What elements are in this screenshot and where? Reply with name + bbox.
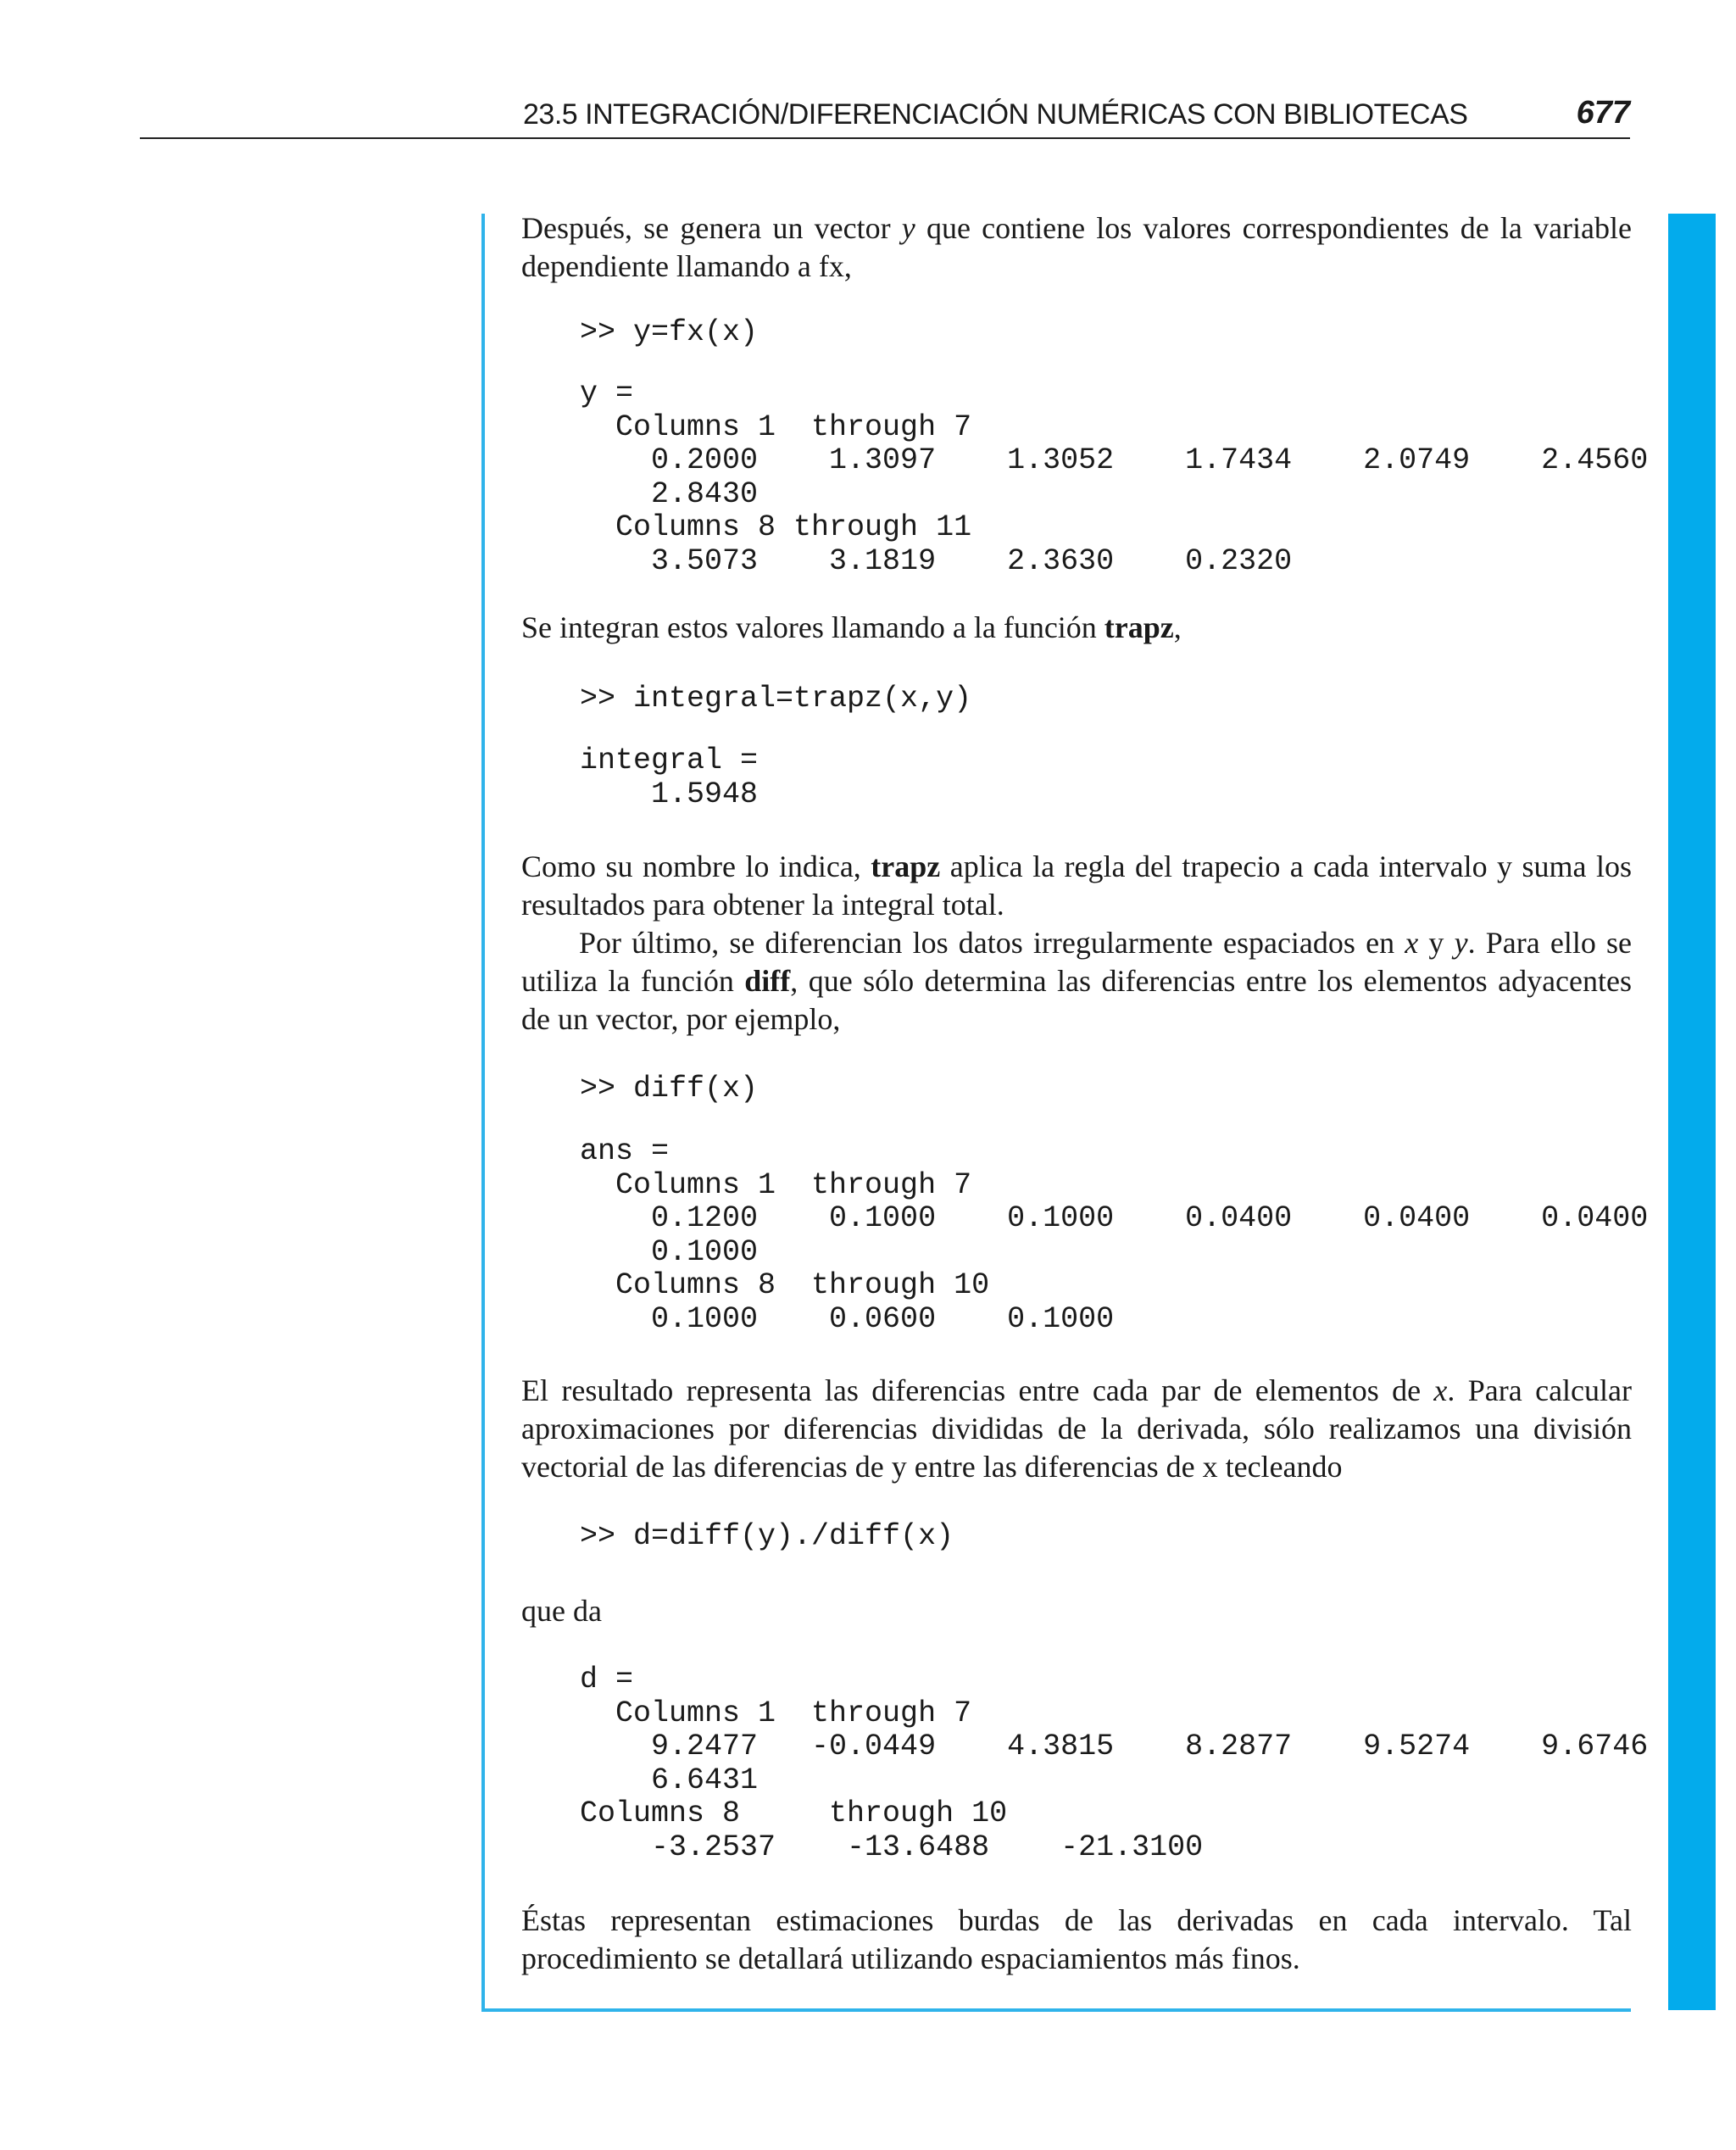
code-command-diff: >> diff(x) xyxy=(580,1072,759,1106)
paragraph-conclusion: Éstas representan estimaciones burdas de las derivadas en cada intervalo. Tal procedimiento se detallará utilizando espaciamientos más finos. xyxy=(521,1903,1632,1975)
paragraph-trapz-diff: Como su nombre lo indica, trapz aplica la regla del trapecio a cada intervalo y suma los resultados para obtener la integral total. Por último, se diferencian los datos irregularmente espaciados en x y y. Para ello se utiliza la función diff, que sólo determina las diferencias entre los elementos adyacentes de un vector, por ejemplo, xyxy=(521,849,1633,1036)
chapter-side-tab xyxy=(1668,214,1716,2010)
code-command-trapz: >> integral=trapz(x,y) xyxy=(580,682,972,716)
box-left-rule xyxy=(481,214,485,2012)
paragraph-que-da: que da xyxy=(521,1594,602,1628)
code-command-d: >> d=diff(y)./diff(x) xyxy=(580,1519,954,1553)
page-number: 677 xyxy=(1576,95,1630,131)
code-output-integral: integral = 1.5948 xyxy=(580,744,759,811)
paragraph-vector-y: Después, se genera un vector y que contiene los valores correspondientes de la variable dependiente llamando a fx, xyxy=(521,211,1632,283)
code-output-ans: ans = Columns 1 through 7 0.1200 0.1000 0.1000 0.0400 0.0400 0.0400 0.1000 Columns 8 through 10 0.1000 0.0600 0.1000 xyxy=(580,1134,1649,1336)
running-header xyxy=(140,92,1630,139)
paragraph-divided-differences: El resultado representa las diferencias entre cada par de elementos de x. Para calcular aproximaciones por diferencias divididas de la derivada, sólo realizamos una división vectorial de las diferencias de y entre las diferencias de x tecleando xyxy=(521,1373,1632,1484)
header-title: 23.5 INTEGRACIÓN/DIFERENCIACIÓN NUMÉRICAS CON BIBLIOTECAS xyxy=(523,98,1468,131)
code-command-fx: >> y=fx(x) xyxy=(580,315,759,349)
code-output-d: d = Columns 1 through 7 9.2477 -0.0449 4.3815 8.2877 9.5274 9.6746 6.6431 Columns 8 through 10 -3.2537 -13.6488 -21.3100 xyxy=(580,1663,1649,1864)
code-output-y: y = Columns 1 through 7 0.2000 1.3097 1.3052 1.7434 2.0749 2.4560 2.8430 Columns 8 through 11 3.5073 3.1819 2.3630 0.2320 xyxy=(580,376,1649,578)
box-bottom-rule xyxy=(481,2008,1631,2012)
paragraph-trapz-intro: Se integran estos valores llamando a la función trapz, xyxy=(521,610,1182,644)
